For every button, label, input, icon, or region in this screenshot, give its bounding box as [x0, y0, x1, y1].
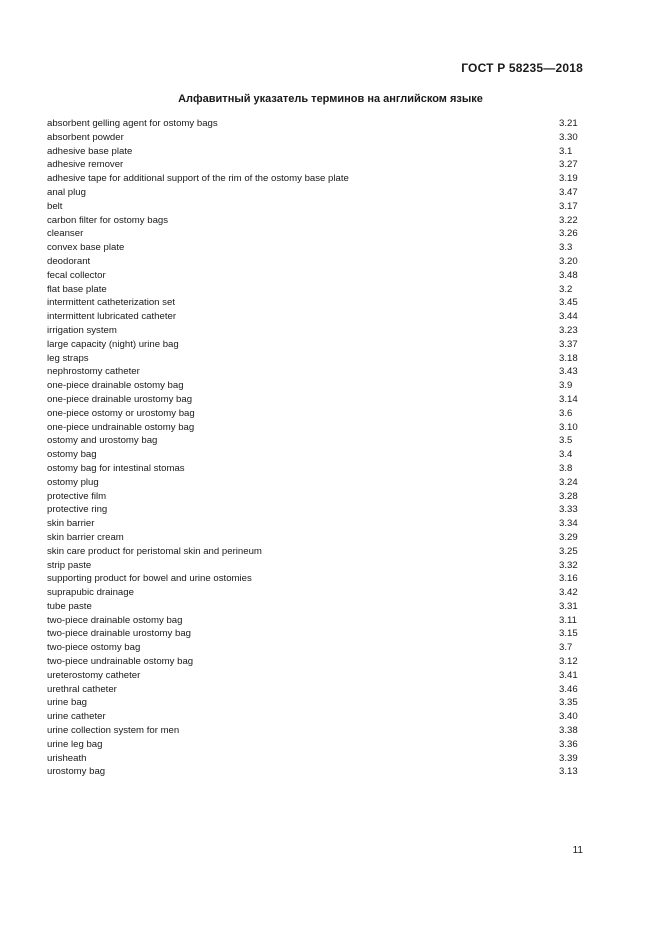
index-entry — [47, 641, 581, 655]
index-term: urine collection system for men — [47, 725, 180, 737]
index-ref: 3.38 — [559, 725, 578, 737]
index-term: leg straps — [47, 352, 89, 364]
index-ref: 3.41 — [559, 669, 578, 681]
index-entry — [47, 158, 581, 172]
index-term: urisheath — [47, 752, 87, 764]
index-ref: 3.5 — [559, 435, 573, 447]
index-ref: 3.13 — [559, 766, 578, 778]
index-entry — [47, 752, 581, 766]
index-ref: 3.1 — [559, 145, 573, 157]
index-term: ureterostomy catheter — [47, 669, 141, 681]
index-ref: 3.23 — [559, 324, 578, 336]
index-ref: 3.40 — [559, 711, 578, 723]
index-entry — [47, 614, 581, 628]
index-entry — [47, 448, 581, 462]
index-term: two-piece undrainable ostomy bag — [47, 656, 194, 668]
index-entry — [47, 710, 581, 724]
index-term: one-piece undrainable ostomy bag — [47, 421, 195, 433]
index-ref: 3.17 — [559, 200, 578, 212]
index-entry — [47, 145, 581, 159]
term-index-list — [47, 117, 581, 779]
index-entry — [47, 627, 581, 641]
index-entry — [47, 683, 581, 697]
index-title: Алфавитный указатель терминов на английском языке — [178, 93, 483, 105]
index-term: urine catheter — [47, 711, 106, 723]
index-ref: 3.34 — [559, 518, 578, 530]
index-ref: 3.6 — [559, 407, 573, 419]
index-ref: 3.18 — [559, 352, 578, 364]
index-term: urine bag — [47, 697, 88, 709]
index-term: tube paste — [47, 600, 92, 612]
index-entry — [47, 379, 581, 393]
index-entry — [47, 696, 581, 710]
index-term: ostomy bag for intestinal stomas — [47, 462, 185, 474]
index-ref: 3.2 — [559, 283, 573, 295]
index-term: ostomy bag — [47, 449, 97, 461]
index-entry — [47, 352, 581, 366]
index-entry — [47, 572, 581, 586]
index-ref: 3.33 — [559, 504, 578, 516]
index-ref: 3.20 — [559, 255, 578, 267]
index-ref: 3.21 — [559, 118, 578, 129]
index-ref: 3.31 — [559, 600, 578, 612]
index-term: deodorant — [47, 255, 91, 267]
index-ref: 3.14 — [559, 393, 578, 405]
index-ref: 3.42 — [559, 587, 578, 599]
index-term: supporting product for bowel and urine ostomies — [47, 573, 252, 585]
index-entry — [47, 462, 581, 476]
index-entry — [47, 296, 581, 310]
index-term: cleanser — [47, 228, 84, 240]
index-entry — [47, 517, 581, 531]
index-entry — [47, 269, 581, 283]
index-entry — [47, 503, 581, 517]
index-entry — [47, 655, 581, 669]
index-ref: 3.44 — [559, 311, 578, 323]
index-entry — [47, 434, 581, 448]
index-term: absorbent gelling agent for ostomy bags — [47, 118, 218, 129]
index-term: irrigation system — [47, 324, 117, 336]
index-ref: 3.37 — [559, 338, 578, 350]
index-ref: 3.32 — [559, 559, 578, 571]
index-entry — [47, 669, 581, 683]
index-ref: 3.8 — [559, 462, 573, 474]
page-number: 11 — [572, 845, 583, 856]
index-ref: 3.11 — [559, 614, 577, 626]
index-entry — [47, 545, 581, 559]
index-term: anal plug — [47, 186, 86, 198]
index-term: two-piece drainable urostomy bag — [47, 628, 191, 640]
index-entry — [47, 117, 581, 131]
index-entry — [47, 283, 581, 297]
index-ref: 3.26 — [559, 228, 578, 240]
index-ref: 3.25 — [559, 545, 578, 557]
index-term: adhesive base plate — [47, 145, 133, 157]
index-ref: 3.3 — [559, 242, 573, 254]
index-ref: 3.36 — [559, 738, 578, 750]
index-term: one-piece drainable ostomy bag — [47, 380, 184, 392]
index-entry — [47, 214, 581, 228]
index-ref: 3.24 — [559, 476, 578, 488]
index-ref: 3.12 — [559, 656, 578, 668]
index-term: flat base plate — [47, 283, 107, 295]
index-entry — [47, 738, 581, 752]
index-ref: 3.45 — [559, 297, 578, 309]
index-entry — [47, 407, 581, 421]
standard-code: ГОСТ Р 58235—2018 — [461, 61, 583, 75]
index-ref: 3.29 — [559, 531, 578, 543]
index-entry — [47, 393, 581, 407]
index-entry — [47, 200, 581, 214]
index-entry — [47, 559, 581, 573]
index-ref: 3.7 — [559, 642, 573, 654]
index-term: urethral catheter — [47, 683, 117, 695]
index-term: protective film — [47, 490, 107, 502]
index-ref: 3.48 — [559, 269, 578, 281]
index-term: skin care product for peristomal skin and perineum — [47, 545, 262, 557]
index-term: convex base plate — [47, 242, 125, 254]
index-entry — [47, 365, 581, 379]
index-ref: 3.15 — [559, 628, 578, 640]
index-ref: 3.9 — [559, 380, 573, 392]
index-entry — [47, 338, 581, 352]
index-entry — [47, 490, 581, 504]
index-entry — [47, 241, 581, 255]
index-entry — [47, 531, 581, 545]
index-ref: 3.46 — [559, 683, 578, 695]
index-term: strip paste — [47, 559, 92, 571]
index-term: carbon filter for ostomy bags — [47, 214, 169, 226]
index-entry — [47, 255, 581, 269]
index-term: urine leg bag — [47, 738, 103, 750]
index-term: ostomy plug — [47, 476, 99, 488]
index-term: intermittent lubricated catheter — [47, 311, 177, 323]
index-ref: 3.22 — [559, 214, 578, 226]
index-entry — [47, 131, 581, 145]
index-ref: 3.10 — [559, 421, 578, 433]
index-entry — [47, 600, 581, 614]
index-ref: 3.47 — [559, 186, 578, 198]
index-entry — [47, 765, 581, 779]
index-ref: 3.35 — [559, 697, 578, 709]
index-entry — [47, 421, 581, 435]
index-term: two-piece ostomy bag — [47, 642, 141, 654]
index-ref: 3.30 — [559, 131, 578, 143]
index-term: ostomy and urostomy bag — [47, 435, 158, 447]
index-ref: 3.43 — [559, 366, 578, 378]
index-ref: 3.39 — [559, 752, 578, 764]
index-term: one-piece ostomy or urostomy bag — [47, 407, 195, 419]
index-ref: 3.27 — [559, 159, 578, 171]
index-entry — [47, 586, 581, 600]
index-term: skin barrier cream — [47, 531, 124, 543]
index-term: urostomy bag — [47, 766, 106, 778]
index-term: two-piece drainable ostomy bag — [47, 614, 183, 626]
index-term: adhesive tape for additional support of the rim of the ostomy base plate — [47, 173, 349, 185]
index-entry — [47, 310, 581, 324]
index-entry — [47, 724, 581, 738]
index-entry — [47, 324, 581, 338]
index-ref: 3.16 — [559, 573, 578, 585]
index-ref: 3.19 — [559, 173, 578, 185]
index-term: absorbent powder — [47, 131, 124, 143]
index-term: nephrostomy catheter — [47, 366, 140, 378]
index-entry — [47, 476, 581, 490]
index-term: skin barrier — [47, 518, 95, 530]
index-term: large capacity (night) urine bag — [47, 338, 179, 350]
index-term: adhesive remover — [47, 159, 124, 171]
index-term: suprapubic drainage — [47, 587, 134, 599]
index-term: intermittent catheterization set — [47, 297, 175, 309]
index-entry — [47, 227, 581, 241]
index-term: belt — [47, 200, 63, 212]
index-entry — [47, 172, 581, 186]
index-entry — [47, 186, 581, 200]
index-term: protective ring — [47, 504, 108, 516]
index-term: one-piece drainable urostomy bag — [47, 393, 193, 405]
index-ref: 3.28 — [559, 490, 578, 502]
index-ref: 3.4 — [559, 449, 573, 461]
index-term: fecal collector — [47, 269, 106, 281]
